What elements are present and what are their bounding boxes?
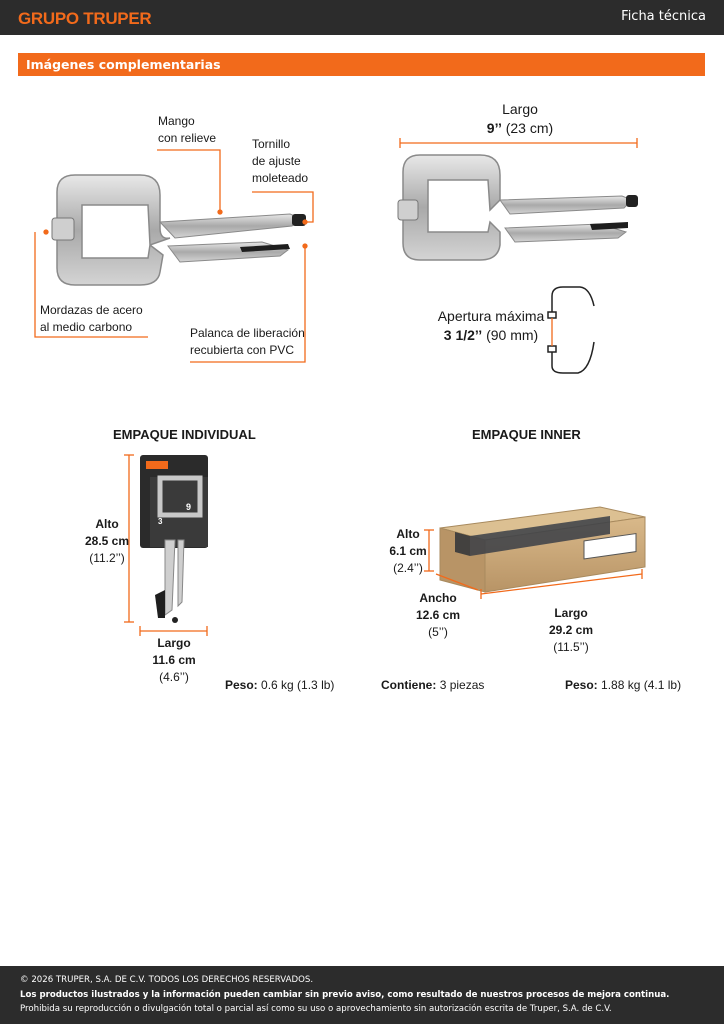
- inner-ancho-in: (5’’): [428, 625, 448, 639]
- callout-mordazas: [40, 302, 143, 336]
- footer-notice: Los productos ilustrados y la información pueden cambiar sin previo aviso, como resultado de nuestros procesos de mejora continua.: [20, 990, 670, 1000]
- inner-contiene-label: Contiene:: [381, 678, 437, 692]
- footer: [0, 966, 724, 1024]
- ind-alto-in: (11.2’’): [89, 551, 125, 565]
- inner-ancho-cm: 12.6 cm: [415, 608, 461, 622]
- callout-mango-line1: Mango: [158, 114, 195, 128]
- empaque-inner-heading: EMPAQUE INNER: [472, 427, 581, 442]
- ind-alto-label: Alto: [95, 517, 119, 531]
- callout-tornillo-line2: de ajuste: [252, 154, 301, 168]
- callout-mordazas-line2: al medio carbono: [40, 320, 133, 334]
- inner-ancho-block: [412, 590, 464, 641]
- largo-value: 9’’: [486, 120, 502, 136]
- ind-peso: [225, 677, 334, 694]
- inner-largo-cm: 29.2 cm: [548, 623, 594, 637]
- brand-logo: GRUPO TRUPER: [18, 9, 152, 28]
- inner-alto-in: (2.4’’): [393, 561, 423, 575]
- largo-title: Largo: [502, 101, 538, 117]
- inner-alto-label: Alto: [396, 527, 420, 541]
- inner-largo-label: Largo: [554, 606, 588, 620]
- inner-peso-value: 1.88 kg (4.1 lb): [601, 678, 682, 692]
- inner-peso-label: Peso:: [565, 678, 598, 692]
- clamp-photo-right: [398, 138, 638, 260]
- inner-peso: [565, 677, 681, 694]
- inner-largo-block: [545, 605, 597, 656]
- callout-tornillo: [252, 136, 308, 187]
- ind-largo-in: (4.6’’): [159, 670, 189, 684]
- largo-callout: [470, 100, 570, 138]
- inner-alto-block: [386, 526, 430, 577]
- ind-peso-value: 0.6 kg (1.3 lb): [261, 678, 335, 692]
- ind-alto-block: [78, 516, 136, 567]
- apertura-callout: [436, 307, 546, 345]
- callout-tornillo-line1: Tornillo: [252, 137, 291, 151]
- svg-text:3: 3: [158, 517, 163, 526]
- ind-alto-cm: 28.5 cm: [84, 534, 130, 548]
- callout-mango: [158, 113, 216, 147]
- doc-title: Ficha técnica: [621, 9, 706, 24]
- apertura-title: Apertura máxima: [437, 308, 545, 324]
- svg-text:9: 9: [186, 502, 192, 512]
- inner-largo-in: (11.5’’): [553, 640, 589, 654]
- ind-largo-label: Largo: [157, 636, 191, 650]
- apertura-value: 3 1/2’’: [443, 327, 483, 343]
- individual-package-photo: [140, 455, 208, 623]
- apertura-measure: [436, 326, 546, 345]
- footer-copyright: © 2026 TRUPER, S.A. DE C.V. TODOS LOS DERECHOS RESERVADOS.: [20, 975, 314, 985]
- ind-peso-label: Peso:: [225, 678, 258, 692]
- inner-ancho-label: Ancho: [419, 591, 457, 605]
- empaque-individual-heading: EMPAQUE INDIVIDUAL: [113, 427, 256, 442]
- callout-palanca: [190, 325, 305, 359]
- callout-tornillo-line3: moleteado: [252, 171, 309, 185]
- section-title: Imágenes complementarias: [26, 57, 221, 72]
- ind-largo-block: [145, 635, 203, 686]
- callout-palanca-line2: recubierta con PVC: [190, 343, 295, 357]
- inner-contiene-value: 3 piezas: [439, 678, 485, 692]
- ind-largo-cm: 11.6 cm: [152, 653, 196, 667]
- callout-palanca-line1: Palanca de liberación: [190, 326, 305, 340]
- callout-mango-line2: con relieve: [158, 131, 217, 145]
- largo-metric: (23 cm): [505, 120, 554, 136]
- inner-box-photo: [440, 507, 645, 592]
- inner-alto-cm: 6.1 cm: [389, 544, 427, 558]
- footer-prohibition: Prohibida su reproducción o divulgación total o parcial así como su uso o aprovechamiento sin autorización escrita de Truper, S.A. de C.V.: [20, 1004, 612, 1014]
- inner-contiene: [381, 677, 484, 694]
- largo-measure: [470, 119, 570, 138]
- jaw-opening-icon: [548, 287, 594, 373]
- callout-mordazas-line1: Mordazas de acero: [40, 303, 143, 317]
- apertura-metric: (90 mm): [486, 327, 539, 343]
